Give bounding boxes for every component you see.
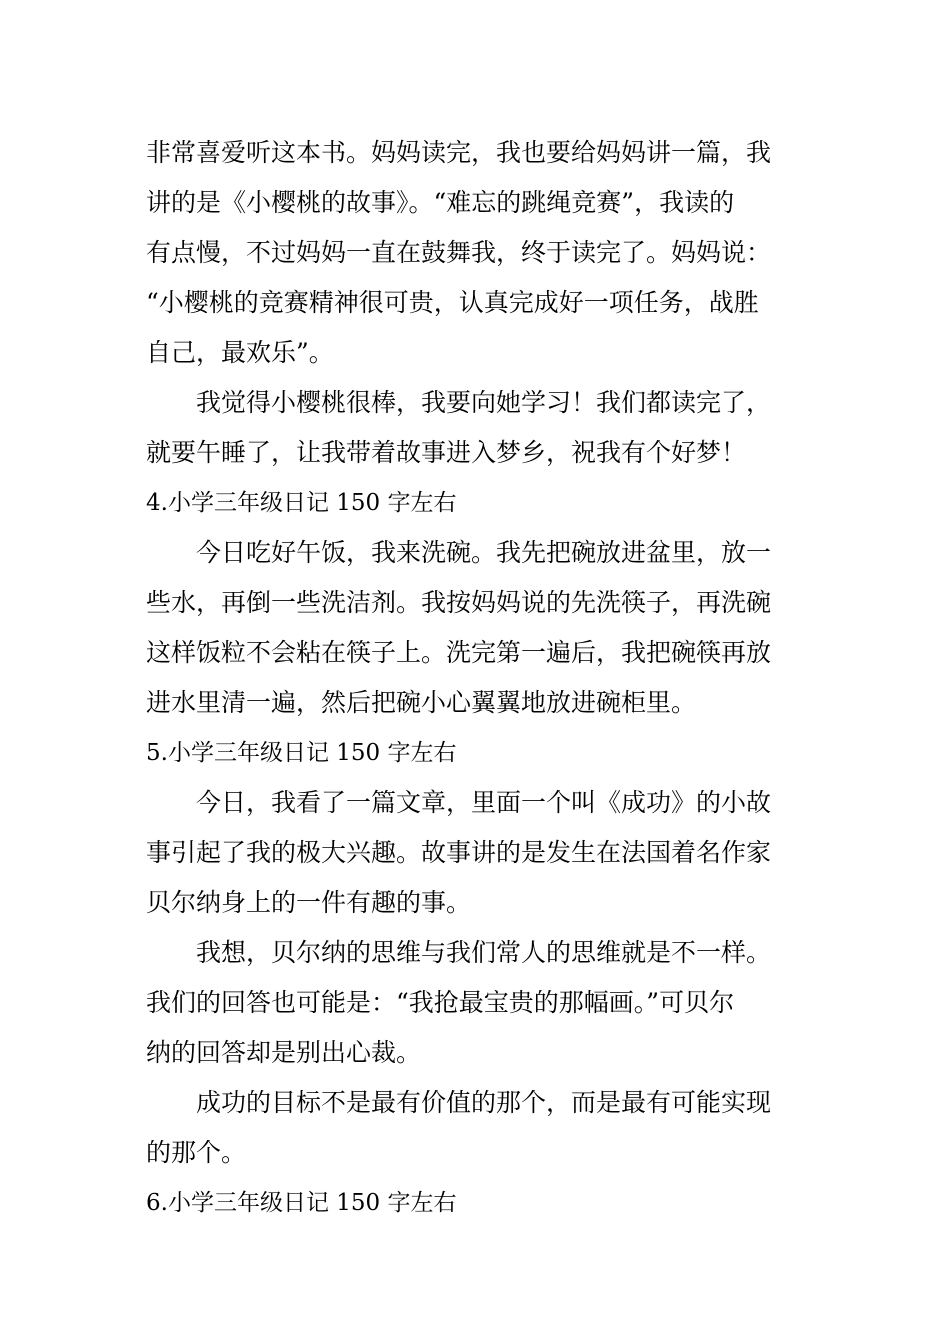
body-line: “小樱桃的竞赛精神很可贵，认真完成好一项任务，战胜: [146, 288, 759, 317]
paragraph-start-line: 我想，贝尔纳的思维与我们常人的思维就是不一样。: [196, 938, 772, 967]
section-heading: 5.小学三年级日记 150 字左右: [146, 740, 457, 766]
section-heading: 4.小学三年级日记 150 字左右: [146, 490, 457, 516]
body-line: 的那个。: [146, 1138, 247, 1167]
body-line: 自己，最欢乐”。: [146, 338, 334, 367]
body-line: 讲的是《小樱桃的故事》。“难忘的跳绳竞赛”，我读的: [146, 188, 735, 217]
paragraph-start-line: 今日吃好午饭，我来洗碗。我先把碗放进盆里，放一: [196, 538, 772, 567]
document-body: [146, 128, 811, 1228]
section-heading: 6.小学三年级日记 150 字左右: [146, 1190, 457, 1216]
body-line: 纳的回答却是别出心裁。: [146, 1038, 422, 1067]
body-line: 进水里清一遍，然后把碗小心翼翼地放进碗柜里。: [146, 688, 697, 717]
paragraph-start-line: 成功的目标不是最有价值的那个，而是最有可能实现: [196, 1088, 772, 1117]
paragraph-start-line: 我觉得小樱桃很棒，我要向她学习！我们都读完了，: [196, 388, 772, 417]
body-line: 我们的回答也可能是：“我抢最宝贵的那幅画。”可贝尔: [146, 988, 735, 1017]
body-line: 有点慢，不过妈妈一直在鼓舞我，终于读完了。妈妈说：: [146, 238, 772, 267]
body-line: 非常喜爱听这本书。妈妈读完，我也要给妈妈讲一篇，我: [146, 138, 772, 167]
body-line: 些水，再倒一些洗洁剂。我按妈妈说的先洗筷子，再洗碗: [146, 588, 772, 617]
body-line: 就要午睡了，让我带着故事进入梦乡，祝我有个好梦！: [146, 438, 747, 467]
body-line: 事引起了我的极大兴趣。故事讲的是发生在法国着名作家: [146, 838, 772, 867]
body-line: 贝尔纳身上的一件有趣的事。: [146, 888, 472, 917]
paragraph-start-line: 今日，我看了一篇文章，里面一个叫《成功》的小故: [196, 788, 772, 817]
body-line: 这样饭粒不会粘在筷子上。洗完第一遍后，我把碗筷再放: [146, 638, 772, 667]
